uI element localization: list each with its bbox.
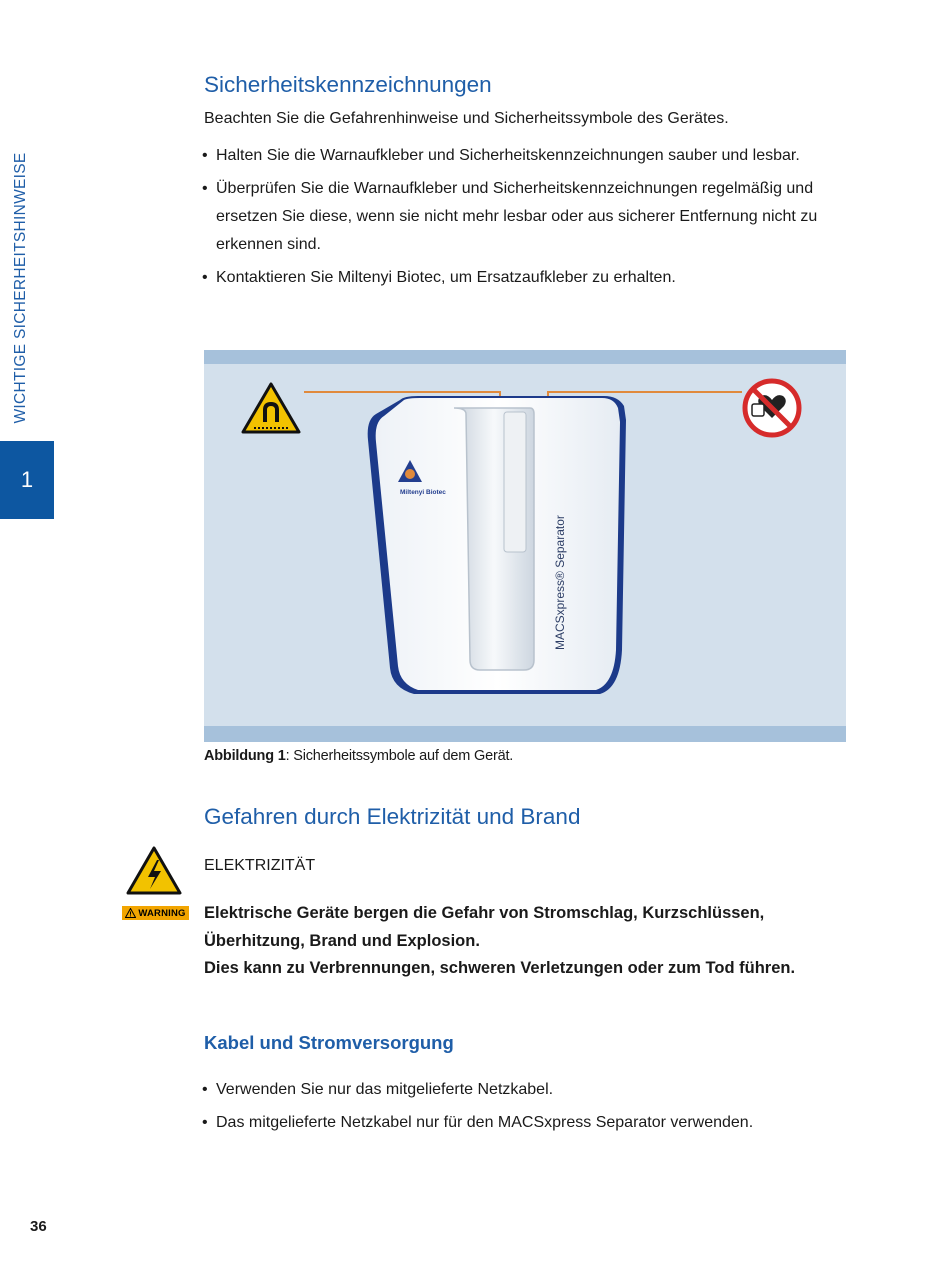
- list-item-text: Verwenden Sie nur das mitgelieferte Netzkabel.: [216, 1081, 554, 1098]
- section-lead: Beachten Sie die Gefahrenhinweise und Sicherheitssymbole des Gerätes.: [204, 110, 729, 127]
- figure-caption: [204, 748, 513, 764]
- device-label: MACSxpress® Separator: [553, 515, 567, 650]
- electricity-warning-icon: [126, 846, 182, 901]
- hazard-label: ELEKTRIZITÄT: [204, 857, 316, 874]
- figure-caption-text: : Sicherheitssymbole auf dem Gerät.: [285, 748, 514, 764]
- warning-badge-label: WARNING: [138, 907, 186, 919]
- list-item: • Kontaktieren Sie Miltenyi Biotec, um Ersatzaufkleber zu erhalten.: [202, 269, 676, 286]
- list-item: • Das mitgelieferte Netzkabel nur für den MACSxpress Separator verwenden.: [202, 1114, 754, 1131]
- page-number: 36: [30, 1218, 47, 1235]
- figure-caption-label: Abbildung 1: [204, 748, 286, 764]
- no-pacemaker-icon: [745, 381, 799, 435]
- brand-label: Miltenyi Biotec: [400, 489, 446, 496]
- chapter-tab: [0, 441, 54, 519]
- list-item: • Überprüfen Sie die Warnaufkleber und Sicherheitskennzeichnungen regelmäßig und ersetzen Sie diese, wenn sie nicht mehr lesbar oder aus sicherer Entfernung nicht zu erkennen sind.: [202, 180, 818, 253]
- warning-line: Elektrische Geräte bergen die Gefahr von Stromschlag, Kurzschlüssen, Überhitzung, Brand und Explosion.: [204, 904, 765, 950]
- list-item: • Verwenden Sie nur das mitgelieferte Netzkabel.: [202, 1081, 554, 1098]
- device-illustration: [204, 350, 846, 742]
- warning-text: [204, 900, 844, 983]
- magnetic-field-warning-icon: [243, 384, 299, 432]
- bullet-list: [204, 1076, 844, 1137]
- subsection-title-cable-power: Kabel und Stromversorgung: [204, 1032, 454, 1053]
- side-chapter-label: [8, 148, 34, 428]
- cable-bullet-list-container: [204, 1076, 844, 1142]
- section-title-electricity-fire: Gefahren durch Elektrizität und Brand: [204, 804, 581, 829]
- section-title-safety-labels: Sicherheitskennzeichnungen: [204, 72, 492, 97]
- section-safety-labels: [204, 72, 844, 297]
- list-item-text: Überprüfen Sie die Warnaufkleber und Sicherheitskennzeichnungen regelmäßig und ersetzen Sie diese, wenn sie nicht mehr lesbar oder aus sicherer Entfernung nicht zu erkennen sind.: [216, 180, 818, 253]
- list-item-text: Halten Sie die Warnaufkleber und Sicherheitskennzeichnungen sauber und lesbar.: [216, 147, 800, 164]
- column-holder: [504, 412, 526, 552]
- section-electricity-fire: [204, 804, 580, 830]
- warning-badge: [122, 906, 189, 920]
- list-item: • Halten Sie die Warnaufkleber und Sicherheitskennzeichnungen sauber und lesbar.: [202, 147, 800, 164]
- warning-triangle-icon: [125, 908, 136, 918]
- device-figure: [204, 350, 846, 742]
- warning-line: Dies kann zu Verbrennungen, schweren Verletzungen oder zum Tod führen.: [204, 959, 796, 977]
- bullet-list: [204, 142, 844, 292]
- chapter-number: 1: [20, 467, 34, 492]
- list-item-text: Das mitgelieferte Netzkabel nur für den MACSxpress Separator verwenden.: [216, 1114, 754, 1131]
- list-item-text: Kontaktieren Sie Miltenyi Biotec, um Ersatzaufkleber zu erhalten.: [216, 269, 676, 286]
- side-chapter-label-text: WICHTIGE SICHERHEITSHINWEISE: [12, 152, 29, 424]
